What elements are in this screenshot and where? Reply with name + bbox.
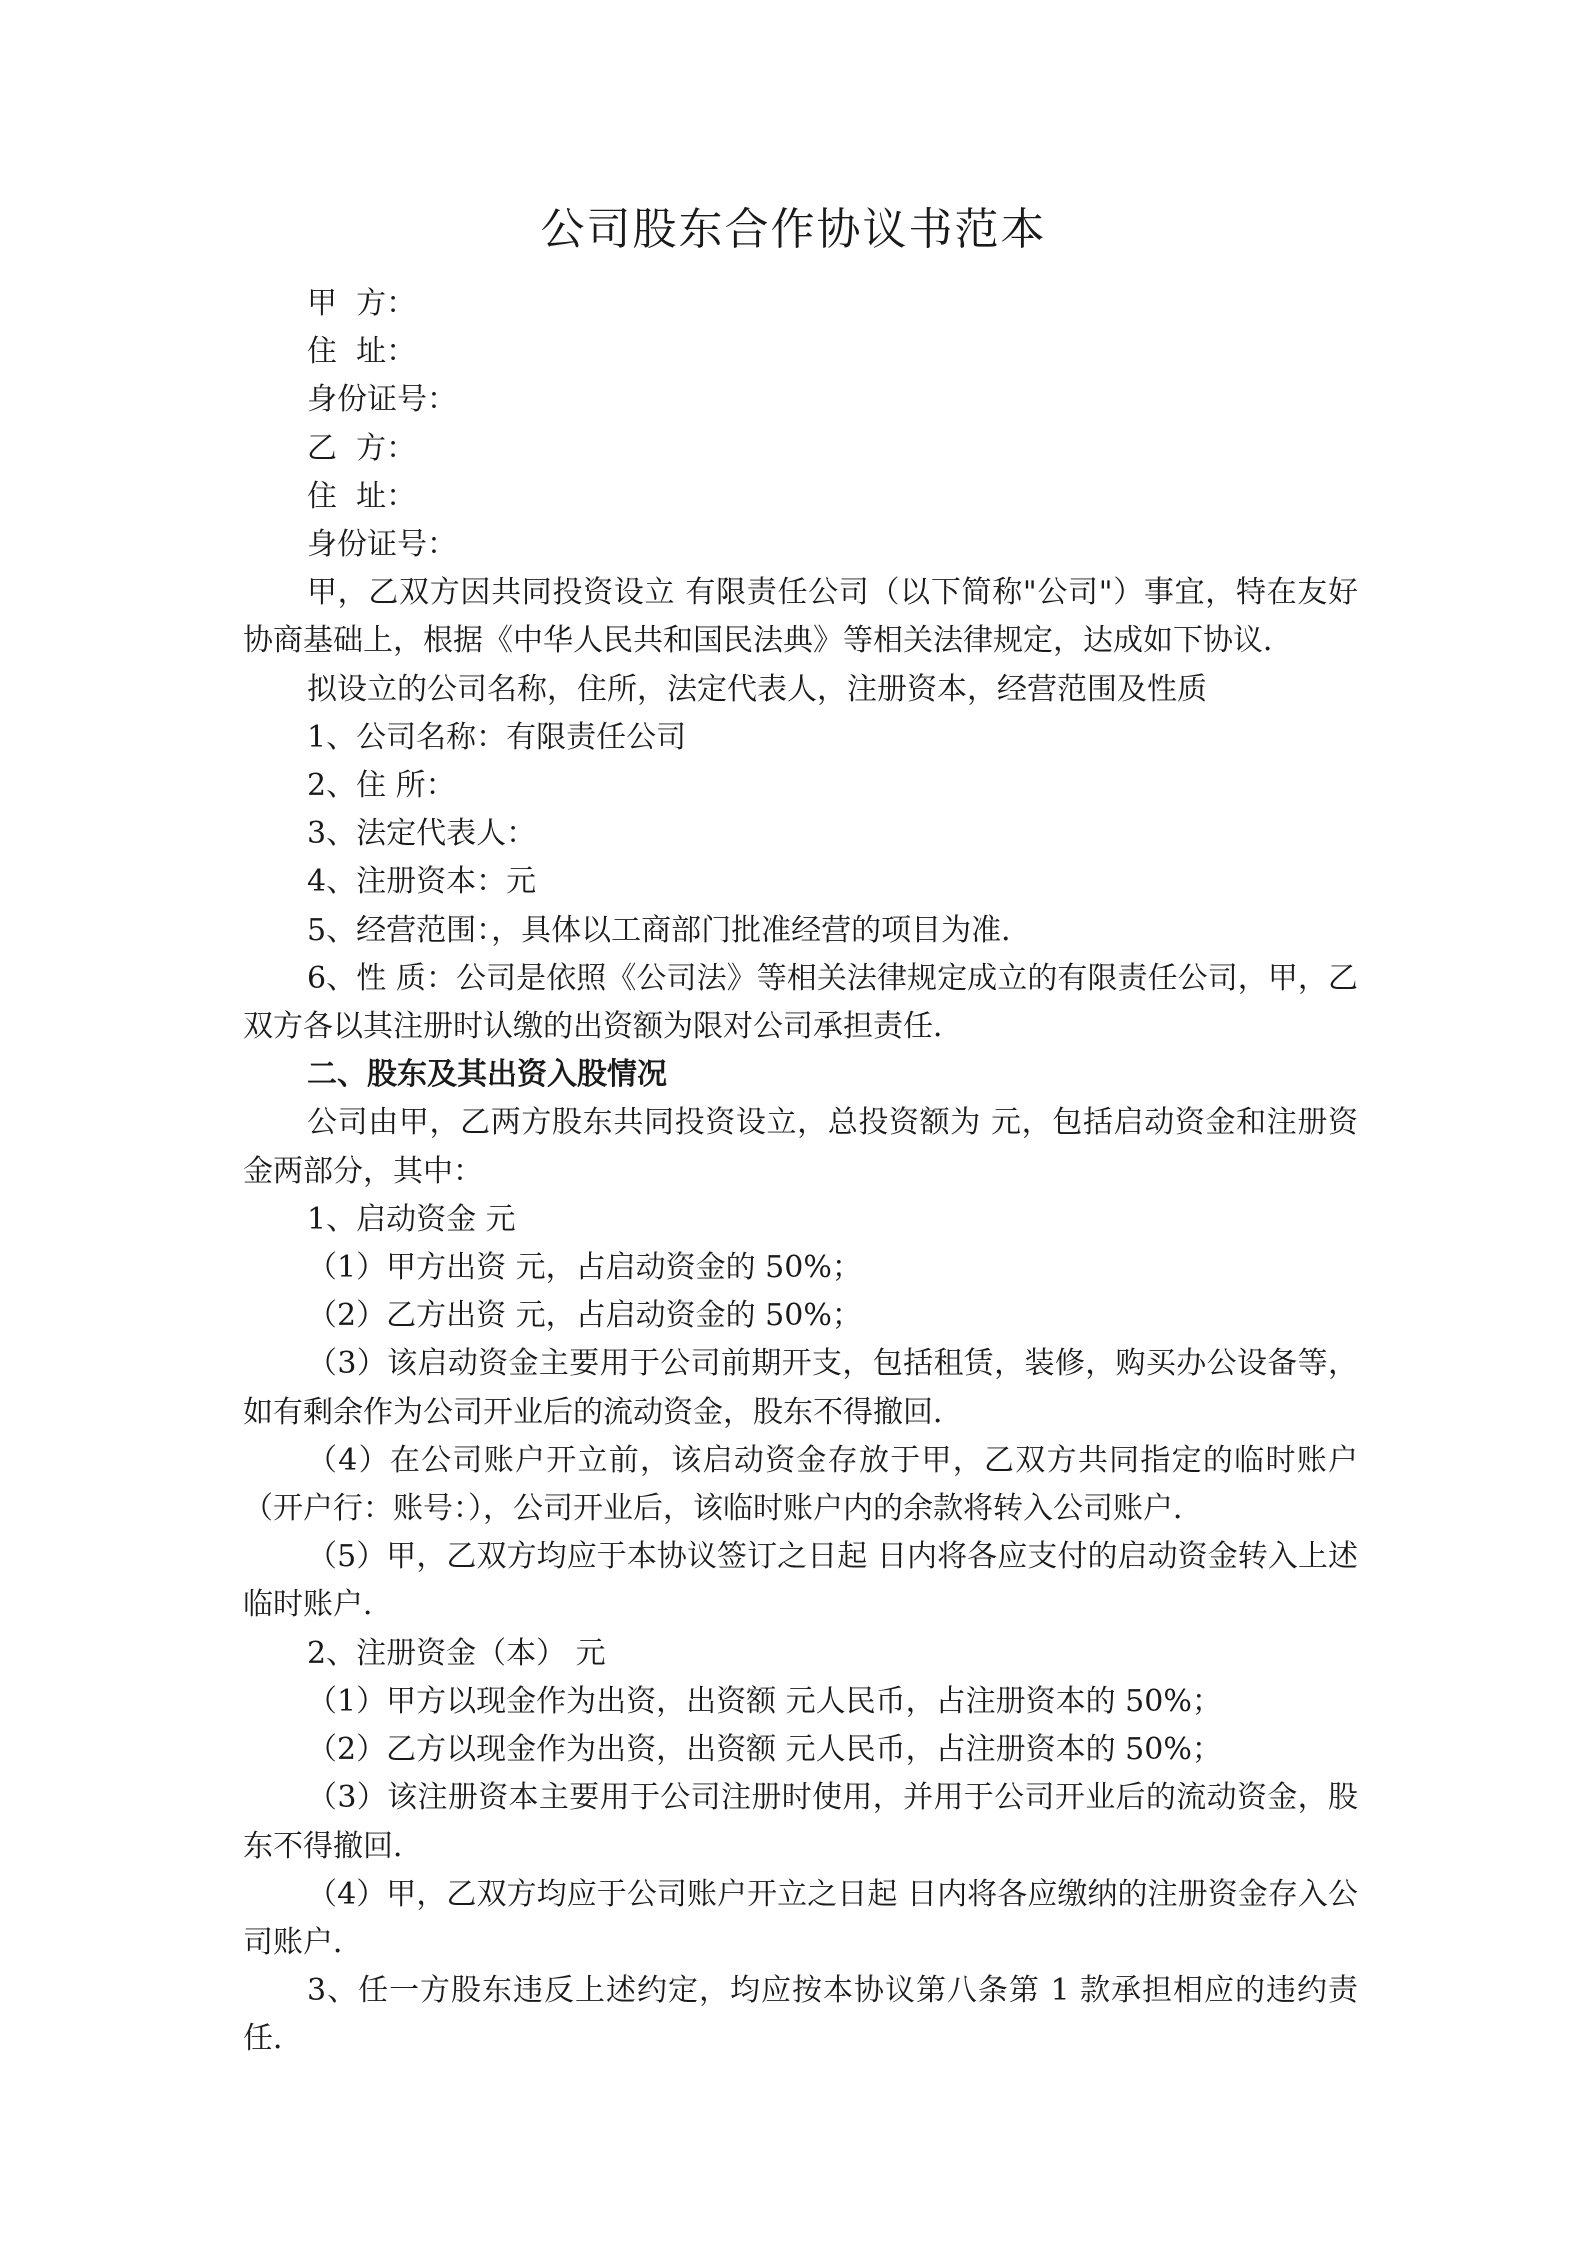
clause-company-name: 1、公司名称：有限责任公司: [307, 719, 687, 755]
registered-capital-item-1: （1）甲方以现金作为出资，出资额 元人民币，占注册资本的 50%；: [307, 1683, 1222, 1719]
party-a-address-line: 住 址：: [307, 334, 417, 370]
clause-company-nature: 6、性 质：公司是依照《公司法》等相关法律规定成立的有限责任公司，甲，乙双方各以其注册时认缴的出资额为限对公司承担责任．: [243, 960, 1358, 1045]
party-b-id-line: 身份证号：: [307, 527, 457, 563]
clause-registered-capital: 4、注册资本：元: [307, 864, 537, 900]
registered-capital-item-3: （3）该注册资本主要用于公司注册时使用，并用于公司开业后的流动资金，股东不得撤回．: [243, 1780, 1358, 1864]
party-b-address-line: 住 址：: [307, 478, 417, 514]
startup-capital-item-3: （3）该启动资金主要用于公司前期开支，包括租赁，装修，购买办公设备等，如有剩余作为公司开业后的流动资金，股东不得撤回．: [243, 1346, 1358, 1430]
section-two-heading: 二、股东及其出资入股情况: [307, 1057, 667, 1093]
party-b-name-line: 乙 方：: [307, 430, 417, 466]
registered-capital-item-4: （4）甲，乙双方均应于公司账户开立之日起 日内将各应缴纳的注册资金存入公司账户．: [243, 1876, 1358, 1960]
document-body: [243, 280, 1358, 2064]
clause-legal-representative: 3、法定代表人：: [307, 816, 537, 852]
section-one-intro: 拟设立的公司名称，住所，法定代表人，注册资本，经营范围及性质: [307, 671, 1207, 707]
startup-capital-item-1: （1）甲方出资 元，占启动资金的 50%；: [307, 1250, 862, 1286]
clause-domicile: 2、住 所：: [307, 768, 456, 804]
investment-overview: 公司由甲，乙两方股东共同投资设立，总投资额为 元，包括启动资金和注册资金两部分，其中：: [243, 1105, 1358, 1189]
party-a-name-line: 甲 方：: [307, 286, 417, 321]
startup-capital-heading: 1、启动资金 元: [307, 1201, 516, 1237]
preamble-paragraph: 甲，乙双方因共同投资设立 有限责任公司（以下简称"公司"）事宜，特在友好协商基础上，根据《中华人民共和国民法典》等相关法律规定，达成如下协议．: [243, 575, 1358, 659]
startup-capital-item-4: （4）在公司账户开立前，该启动资金存放于甲，乙双方共同指定的临时账户（开户行：账号：），公司开业后，该临时账户内的余款将转入公司账户．: [243, 1442, 1358, 1527]
clause-business-scope: 5、经营范围：，具体以工商部门批准经营的项目为准．: [307, 912, 1032, 948]
registered-capital-item-2: （2）乙方以现金作为出资，出资额 元人民币，占注册资本的 50%；: [307, 1732, 1222, 1768]
party-a-id-line: 身份证号：: [307, 382, 457, 418]
startup-capital-item-2: （2）乙方出资 元，占启动资金的 50%；: [307, 1298, 862, 1334]
registered-capital-heading: 2、注册资金（本） 元: [307, 1635, 606, 1671]
startup-capital-item-5: （5）甲，乙双方均应于本协议签订之日起 日内将各应支付的启动资金转入上述临时账户．: [243, 1539, 1358, 1623]
breach-clause: 3、任一方股东违反上述约定，均应按本协议第八条第 1 款承担相应的违约责任．: [243, 1973, 1358, 2057]
document-title: 公司股东合作协议书范本: [540, 204, 1047, 255]
